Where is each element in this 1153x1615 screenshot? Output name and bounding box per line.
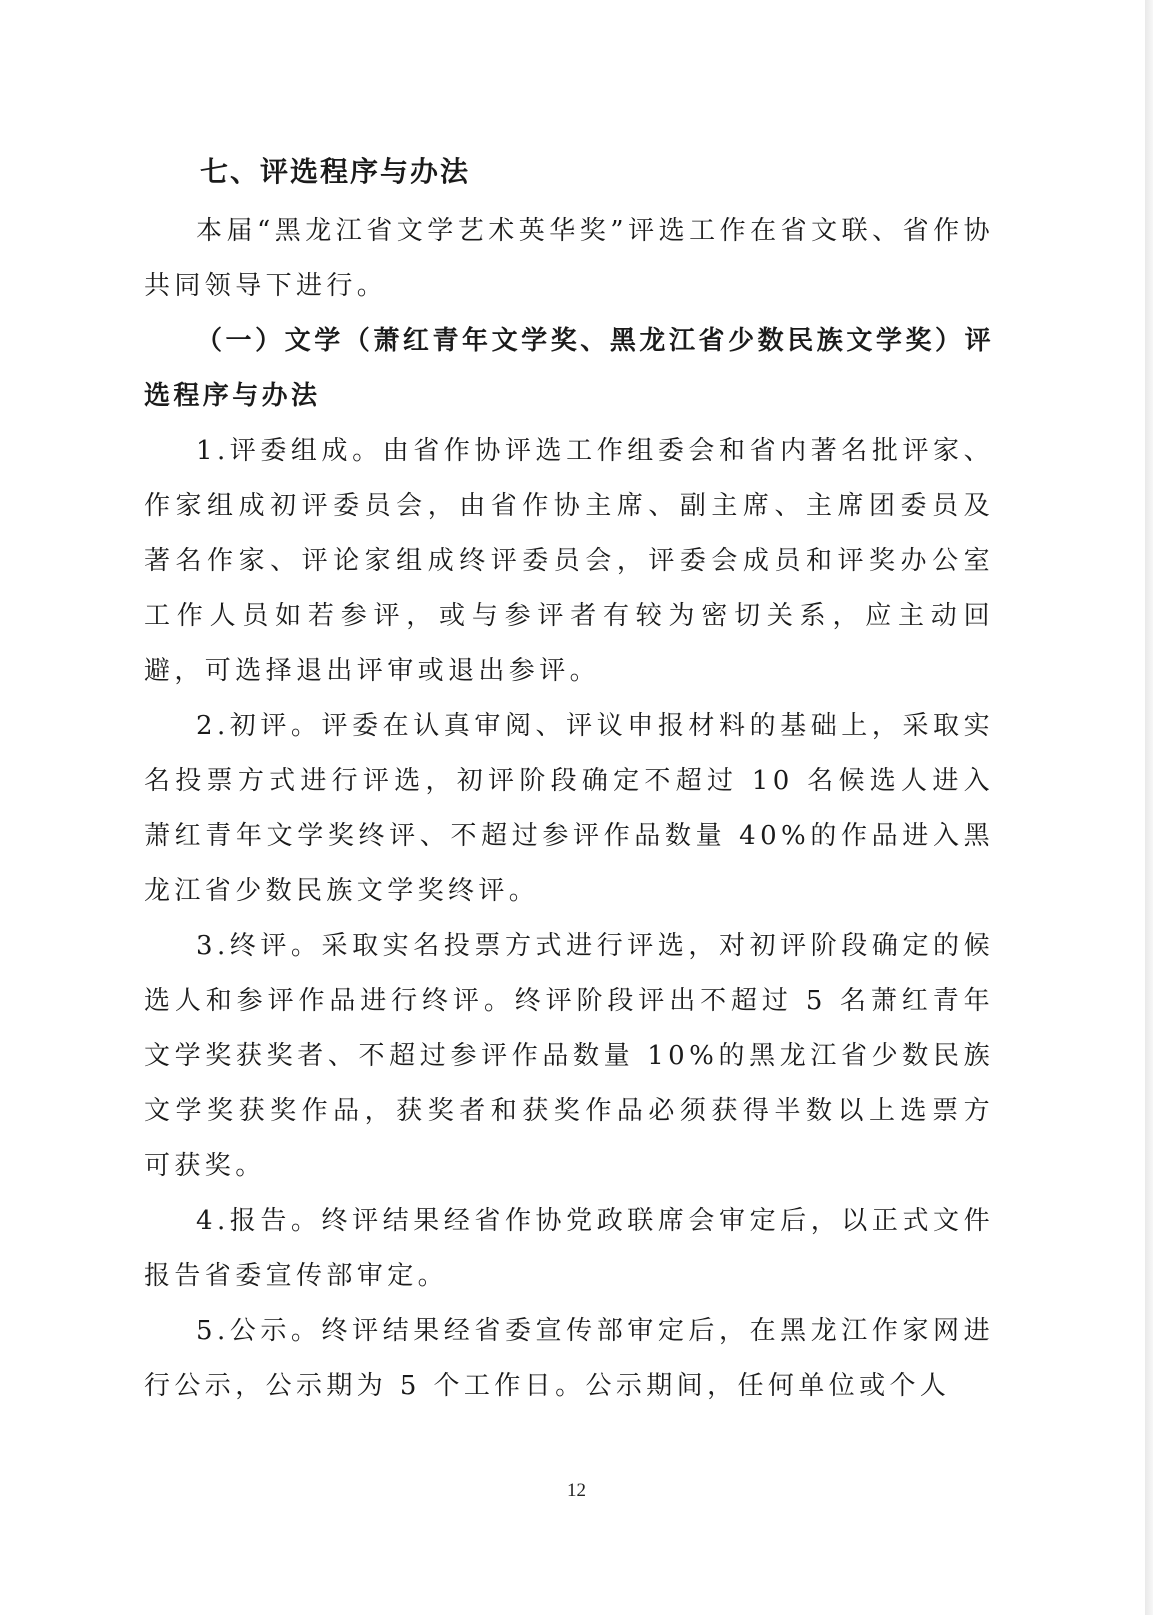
- item-paragraph-1: 1.评委组成。由省作协评选工作组委会和省内著名批评家、作家组成初评委员会，由省作协主席、副主席、主席团委员及著名作家、评论家组成终评委员会，评委会成员和评奖办公室工作人员如若参评，或与参评者有较为密切关系，应主动回避，可选择退出评审或退出参评。: [144, 436, 994, 686]
- subsection-title: （一）文学（萧红青年文学奖、黑龙江省少数民族文学奖）评选程序与办法: [144, 326, 994, 411]
- item-paragraph-5: 5.公示。终评结果经省委宣传部审定后，在黑龙江作家网进行公示，公示期为 5 个工作日。公示期间，任何单位或个人: [144, 1316, 994, 1401]
- page-edge-shadow: [1145, 0, 1153, 1615]
- item-paragraph-2: 2.初评。评委在认真审阅、评议申报材料的基础上，采取实名投票方式进行评选，初评阶段确定不超过 10 名候选人进入萧红青年文学奖终评、不超过参评作品数量 40%的作品进入黑龙江省少数民族文学奖终评。: [144, 711, 994, 906]
- item-paragraph-3: 3.终评。采取实名投票方式进行评选，对初评阶段确定的候选人和参评作品进行终评。终评阶段评出不超过 5 名萧红青年文学奖获奖者、不超过参评作品数量 10%的黑龙江省少数民族文学奖获奖作品，获奖者和获奖作品必须获得半数以上选票方可获奖。: [144, 931, 995, 1181]
- intro-paragraph: 本届“黑龙江省文学艺术英华奖”评选工作在省文联、省作协共同领导下进行。: [144, 216, 994, 301]
- item-paragraph-4: 4.报告。终评结果经省作协党政联席会审定后，以正式文件报告省委宣传部审定。: [144, 1206, 994, 1291]
- section-heading: 七、评选程序与办法: [200, 155, 471, 188]
- document-body: [144, 140, 994, 1414]
- page-number: 12: [567, 1480, 586, 1501]
